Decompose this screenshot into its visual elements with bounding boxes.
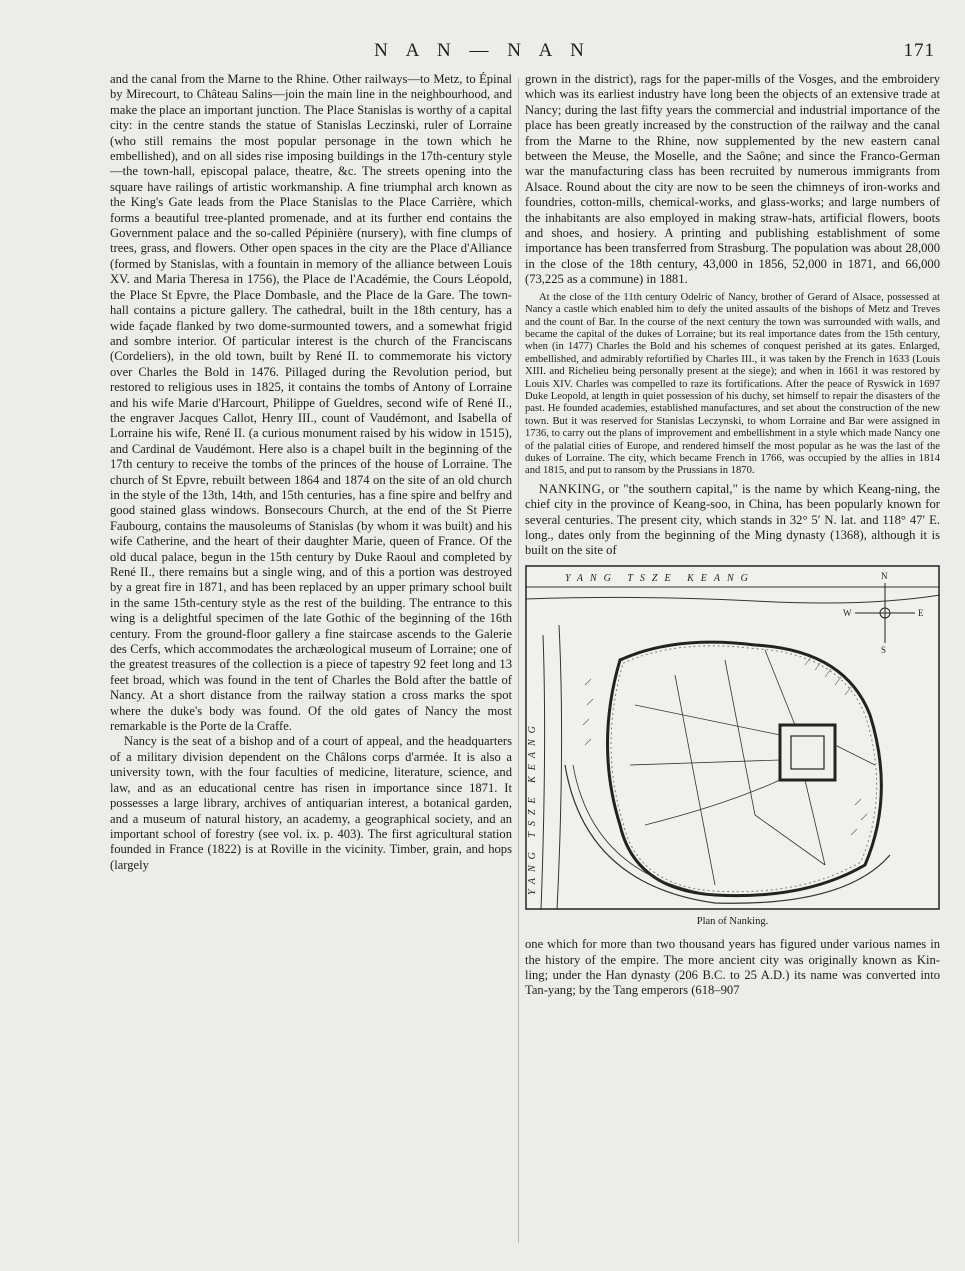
entry-heading: NANKING <box>539 481 602 496</box>
page-number: 171 <box>903 40 935 61</box>
column-divider <box>518 78 519 1243</box>
river-label-top: YANG TSZE KEANG <box>565 572 755 584</box>
compass-n: N <box>881 570 888 581</box>
compass-s: S <box>881 644 887 655</box>
paragraph-nanking-names: one which for more than two thousand years has figured under various names in the history of the empire. The more ancient city was originally known as Kin-ling; under the Han dynasty (206 B.C. to 25 A.D.) its name was converted into Tan-yang; by the Tang emperors (618–907 <box>525 937 940 998</box>
river-label-left: YANG TSZE KEANG <box>527 719 538 895</box>
paragraph-nanking-intro <box>525 482 940 559</box>
nanking-intro-text: , or "the southern capital," is the name by which Keang-ning, the chief city in the province of Keang-soo, in China, has been popularly known for several centuries. The present city, which stands in 32° 5′ N. lat. and 118° 47′ E. long., dates only from the beginning of the Ming dynasty (1368), although it is built on the site of <box>525 481 940 558</box>
paragraph-nancy-trade: grown in the district), rags for the paper-mills of the Vosges, and the embroidery which was its earliest industry have long been the objects of an extensive trade at Nancy; during the last fifty years the commercial and industrial importance of the place has been greatly increased by the construction of the railway and the canal from the Marne to the Rhine, now supplemented by the new eastern canal between the Meuse, the Moselle, and the Saône; and since the Franco-German war the manufacturing class has been recruited by numerous immigrants from Alsace. Round about the city are now to be seen the chimneys of iron-works and foundries, cotton-mills, chemical-works, and glass-works; and large numbers of the inhabitants are also employed in making straw-hats, artificial flowers, boots and shoes, and hosiery. A printing and publishing establishment of some importance has been transferred from Strasburg. The population was about 28,000 in the close of the 18th century, 43,000 in 1856, 52,000 in 1871, and 66,000 (73,225 as a commune) in 1881. <box>525 72 940 287</box>
compass-e: E <box>918 607 924 618</box>
nanking-plan-figure <box>525 565 940 910</box>
running-head: N A N — N A N <box>374 40 591 61</box>
nanking-map <box>525 565 940 910</box>
right-column <box>525 72 940 999</box>
paragraph-nancy-institutions: Nancy is the seat of a bishop and of a court of appeal, and the headquarters of a military division dependent on the Châlons corps d'armée. It is also a university town, with the four faculties of medicine, literature, science, and law, and as an educational centre has risen in importance since 1871. It possesses a large library, archives of antiquarian interest, a botanical garden, and a museum of natural history, an academy, a geographical society, and an important school of forestry (see vol. ix. p. 403). The first agricultural station founded in France (1822) is at Roville in the vicinity. Timber, grain, and hops (largely <box>110 734 512 872</box>
compass-w: W <box>843 607 852 618</box>
left-column <box>110 72 512 873</box>
paragraph-nancy-description: and the canal from the Marne to the Rhine. Other railways—to Metz, to Épinal by Mirecourt, to Château Salins—join the main line in the neighbourhood, and make the place an important junction. The Place Stanislas is worthy of a capital city: in the centre stands the statue of Stanislas Leczinski, ruler of Lorraine (who still remains the most popular personage in the town which he embellished), and on all sides rise imposing buildings in the 17th-century style—the town-hall, episcopal palace, theatre, &c. The streets opening into the square have railings of artistic workmanship. A fine triumphal arch known as the King's Gate leads from the Place Stanislas to the Place Carrière, which forms a beautiful tree-planted promenade, and at its further end contains the Government palace and the so-called Pépinière (nursery), with fine clumps of trees, grass, and flowers. Other open spaces in the city are the Place d'Alliance (formed by Stanislas, with a fountain in memory of the alliance between Louis XV. and Maria Theresa in 1756), the Place de l'Académie, the Cours Léopold, the Place St Epvre, the Place Dombasle, and the Place de la Gare. The town-hall contains a picture gallery. The cathedral, built in the 18th century, has a wide façade flanked by two dome-surmounted towers, and a somewhat frigid and sombre interior. Of particular interest is the church of the Franciscans (Cordeliers), in the old town, built by René II. to commemorate his victory over Charles the Bold in 1476. Pillaged during the Revolution period, but restored to religious uses in 1825, it contains the tombs of Antony of Lorraine and his wife Marie d'Harcourt, Philippe of Gueldres, second wife of René II., the engraver Jacques Callot, Henry III., count of Vaudémont, and Isabella of Lorraine his wife, René II. (a curious monument raised by his widow in 1515), and Cardinal de Vaudémont. Here also is a chapel built in the beginning of the 17th century to receive the tombs of the princes of the house of Lorraine. The church of St Epvre, rebuilt between 1864 and 1874 on the site of an old church in the style of the 13th, 14th, and 15th centuries, has a fine spire and belfry and good stained glass windows. Bonsecours Church, at the end of the St Pierre Faubourg, contains the mausoleums of Stanislas (by whom it was built) and his wife Catherine, and the heart of their daughter Marie, queen of France. Of the old ducal palace, begun in the 15th century by Duke Raoul and completed by René II., there remains but a single wing, and of this a portion was destroyed by a great fire in 1871, and has been replaced by an upper primary school built in the same 15th-century style as the rest of the building. The entrance to this wing is a delightful specimen of the late Gothic of the beginning of the 16th century. From the ground-floor gallery a fine staircase ascends to the Galerie des Cerfs, which accommodates the archæological museum of Lorraine; one of the greatest treasures of the collection is a piece of tapestry 92 feet long and 13 feet broad, which was found in the tent of Charles the Bold after the battle of Nancy. At a short distance from the railway station a cross marks the spot where the duke's body was found. Of the old gates of Nancy the most remarkable is the Porte de la Craffe. <box>110 72 512 734</box>
paragraph-nancy-history: At the close of the 11th century Odelric of Nancy, brother of Gerard of Alsace, possessed at Nancy a castle which enabled him to defy the united assaults of the bishops of Metz and Treves and the count of Bar. In the course of the next century the town was surrounded with walls, and became the capital of the dukes of Lorraine; but its real importance dates from the 15th century, when (in 1477) Charles the Bold and his schemes of conquest perished at its gates. Enlarged, embellished, and admirably refortified by Charles III., it was taken by the French in 1633 (Louis XIII. and Richelieu being personally present at the siege); and when in 1661 it was restored by Louis XIV. Charles was compelled to raze its fortifications. After the peace of Ryswick in 1697 Duke Leopold, at length in quiet possession of his duchy, set himself to repair the disasters of the past. He founded academies, established manufactures, and set about the construction of the new town. But it was reserved for Stanislas Leczynski, to whom Lorraine and Bar were assigned in 1736, to carry out the plans of improvement and embellishment in a style which made Nancy one of the palatial cities of Europe, and rendered himself the most popular as he was the last of the dukes of Lorraine. The city, which became French in 1766, was occupied by the allies in 1814 and 1815, and put to ransom by the Prussians in 1870. <box>525 291 940 477</box>
figure-caption: Plan of Nanking. <box>696 915 769 927</box>
page-header <box>0 40 965 66</box>
